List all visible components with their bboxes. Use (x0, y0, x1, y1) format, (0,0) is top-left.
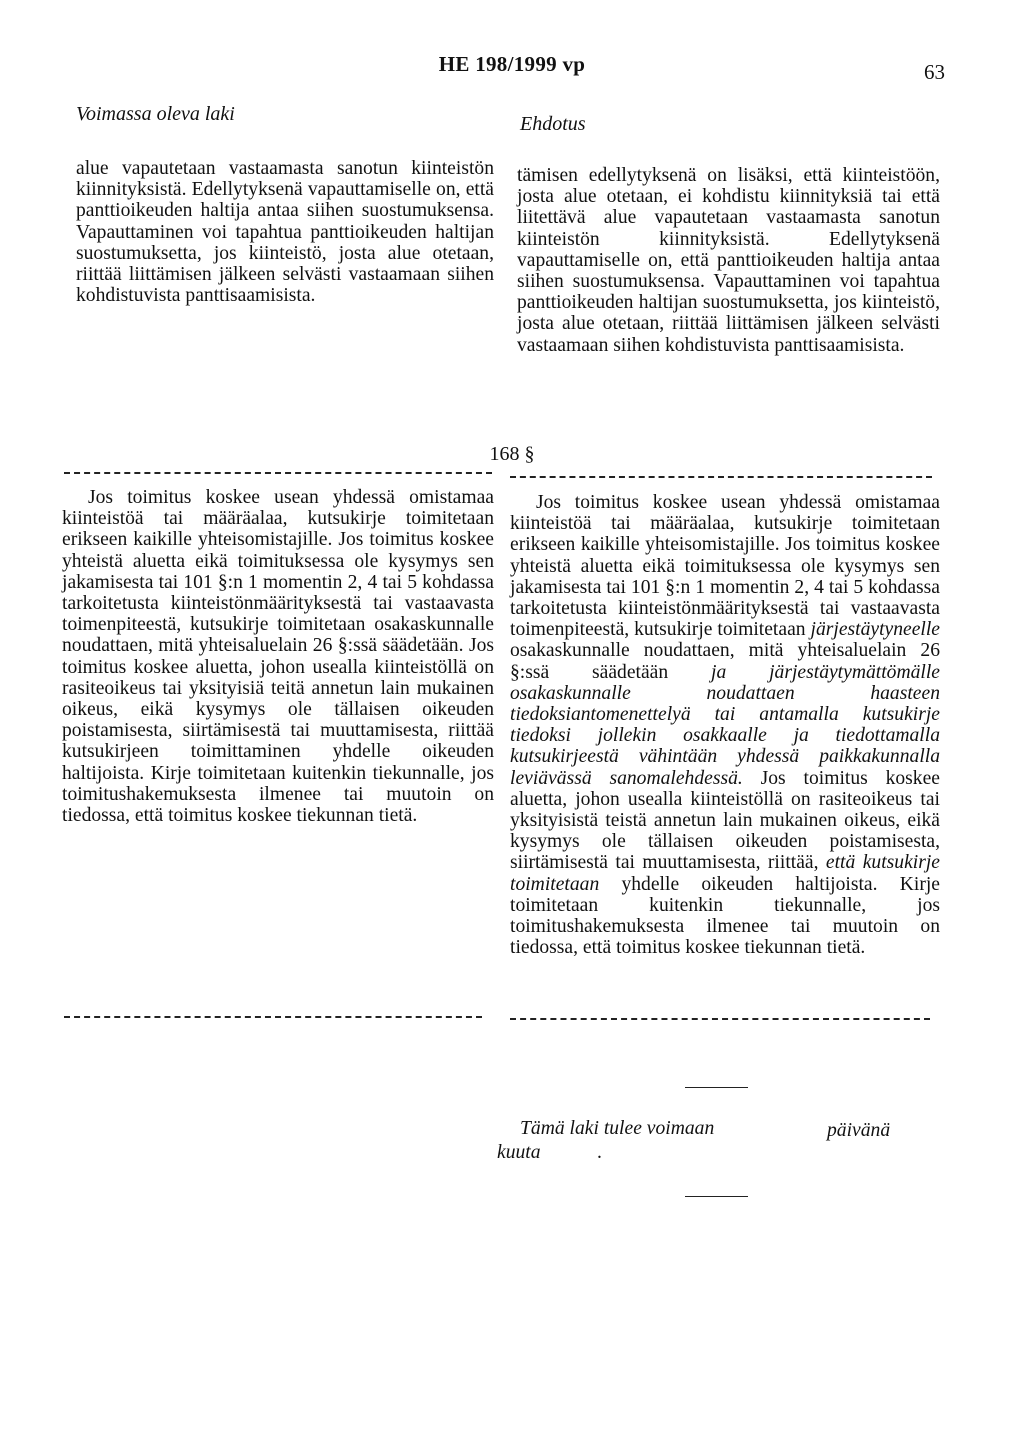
short-rule-top (685, 1087, 748, 1088)
section-heading: 168 § (489, 443, 535, 465)
short-rule-bottom (685, 1196, 748, 1197)
right-text-segment: yhdelle oikeuden haltijoista. Kirje toimitetaan kuitenkin tiekunnalle, jos toimitushakemuksesta ilmenee tai muutoin on tiedossa, että toimitus koskee tiekunnan tietä. (510, 873, 940, 959)
left-dashed-separator (64, 472, 492, 474)
page-number: 63 (924, 60, 945, 84)
right-italic-segment: että kutsukirje toimitetaan (510, 852, 940, 895)
right-end-dashed-separator (510, 1018, 930, 1020)
right-text-segment: Jos toimitus koskee aluetta, johon usealla kiinteistöllä on rasiteoikeus tai yksityisistä teistä annetun lain mukainen oikeus, eikä kysymys ole tällaisen oikeuden poistamisesta, siirtämisestä tai muuttamisesta, riittää, (510, 767, 940, 874)
left-column-heading: Voimassa oleva laki (76, 103, 235, 125)
right-top-paragraph: tämisen edellytyksenä on lisäksi, että kiinteistöön, josta alue otetaan, ei kohdistu kiinnityksiä tai että liitettävä alue vapautetaan vastaamasta sanotun kiinteistön kiinnityksistä. Edellytyksenä vapauttamiselle on, että panttioikeuden haltija antaa siihen suostumuksensa. Vapauttaminen voi tapahtua panttioikeuden haltijan suostumuksetta, jos kiinteistö, josta alue otetaan, riittää liittämisen jälkeen selvästi vastaamaan siihen kohdistuvista panttisaamisista. (517, 165, 940, 356)
left-section-paragraph: Jos toimitus koskee usean yhdessä omistamaa kiinteistöä tai määräalaa, kutsukirje toimitetaan erikseen kaikille yhteisomistajille. Jos toimitus koskee yhteistä aluetta eikä toimituksessa ole kysymys sen jakamisesta tai 101 §:n 1 momentin 2, 4 tai 5 kohdassa tarkoitetusta kiinteistönmäärityksestä tai vastaavasta toimenpiteestä, kutsukirje toimitetaan osakaskunnalle noudattaen, mitä yhteisaluelain 26 §:ssä säädetään. Jos toimitus koskee aluetta, johon usealla kiinteistöllä on rasiteoikeus tai yksityisiä teitä annetun lain mukainen oikeus, eikä kysymys ole tällaisen oikeuden poistamisesta, siirtämisestä tai muuttamisesta, riittää kutsukirjeen toimittaminen yhdelle oikeuden haltijoista. Kirje toimitetaan kuitenkin tiekunnalle, jos toimitushakemuksesta ilmenee tai muutoin on tiedossa, että toimitus koskee tiekunnan tietä. (62, 487, 494, 827)
right-section-paragraph (510, 492, 940, 958)
footer-month-text: kuuta (497, 1142, 541, 1163)
right-italic-segment: ja järjestäytymättömälle osakaskunnalle noudattaen haasteen tiedoksiantomenettelyä tai antamalla kutsukirje tiedoksi jollekin osakkaalle ja tiedottamalla kutsukirjeestä vähintään yhdessä paikkakunnalla leviävässä sanomalehdessä. (510, 661, 940, 789)
left-end-dashed-separator (64, 1016, 482, 1018)
footer-day-text: päivänä (827, 1120, 891, 1141)
footer-period: . (597, 1142, 602, 1163)
right-text-segment: osakaskunnalle noudattaen, mitä yhteisaluelain 26 §:ssä säädetään (510, 640, 940, 683)
right-italic-segment: järjestäytyneelle (810, 619, 940, 641)
document-id: HE 198/1999 vp (438, 52, 586, 76)
right-column-heading: Ehdotus (520, 113, 586, 135)
right-dashed-separator (510, 476, 932, 478)
right-text-segment: Jos toimitus koskee usean yhdessä omistamaa kiinteistöä tai määräalaa, kutsukirje toimitetaan erikseen kaikille yhteisomistajille. Jos toimitus koskee yhteistä aluetta eikä toimituksessa ole kysymys sen jakamisesta tai 101 §:n 1 momentin 2, 4 tai 5 kohdassa tarkoitetusta kiinteistönmäärityksestä tai vastaavasta toimenpiteestä, kutsukirje toimitetaan (510, 492, 940, 641)
footer-enactment-text: Tämä laki tulee voimaan (520, 1118, 715, 1139)
left-top-paragraph: alue vapautetaan vastaamasta sanotun kiinteistön kiinnityksistä. Edellytyksenä vapauttamiselle on, että panttioikeuden haltija antaa siihen suostumuksensa. Vapauttaminen voi tapahtua panttioikeuden haltijan suostumuksetta, jos kiinteistö, josta alue otetaan, riittää liittämisen jälkeen selvästi vastaamaan siihen kohdistuvista panttisaamisista. (76, 158, 494, 307)
